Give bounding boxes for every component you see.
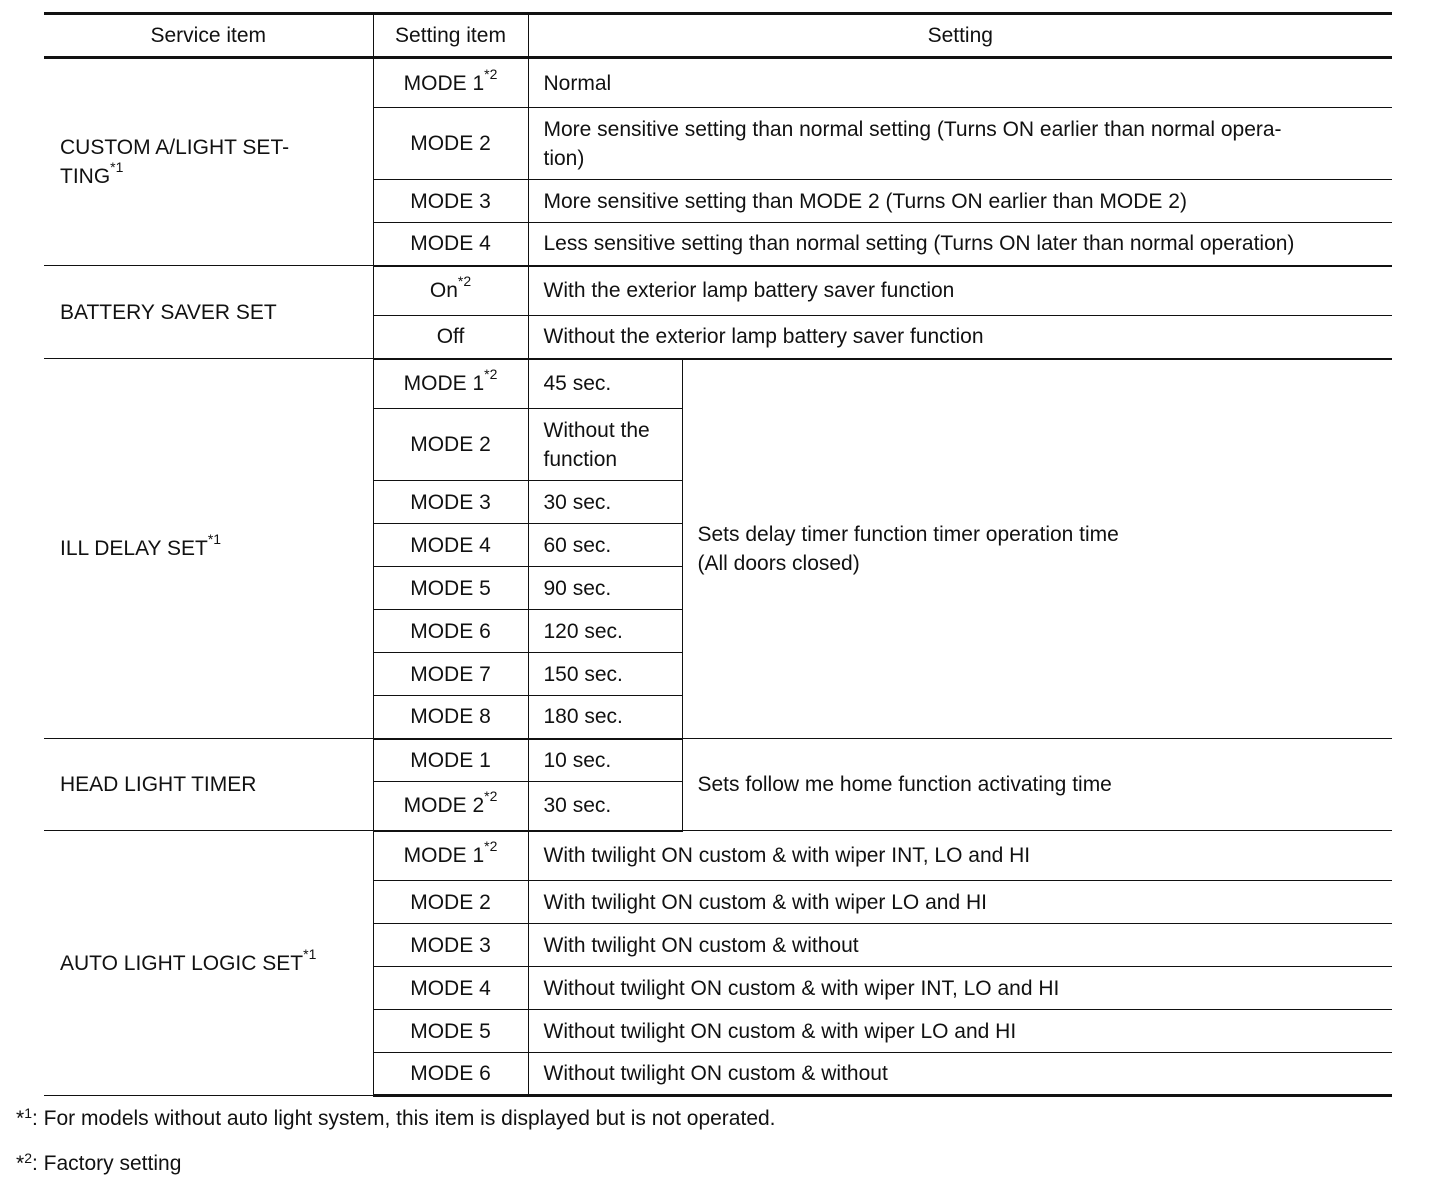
header-setting-item: Setting item <box>373 14 528 58</box>
setting-value-cell: 90 sec. <box>528 567 682 610</box>
setting-item-cell: MODE 6 <box>373 1053 528 1096</box>
setting-value-cell: 30 sec. <box>528 481 682 524</box>
footnote-ref: *2 <box>484 366 498 383</box>
footnote-ref: *2 <box>484 838 498 855</box>
footnote-text: : For models without auto light system, this item is displayed but is not operated. <box>31 1107 776 1130</box>
setting-value-cell: 30 sec. <box>528 782 682 831</box>
setting-item-cell: MODE 6 <box>373 610 528 653</box>
setting-cell: Without twilight ON custom & without <box>528 1053 1392 1096</box>
service-item-auto-light-logic: AUTO LIGHT LOGIC SET$^{*1}$ <box>44 831 373 1096</box>
setting-item-cell: MODE 1$^{*2}$ <box>373 359 528 409</box>
table-row <box>44 739 1392 782</box>
table-row <box>44 831 1392 881</box>
setting-value-cell: 60 sec. <box>528 524 682 567</box>
footnote-1 <box>16 1104 776 1135</box>
setting-item-cell: Off <box>373 316 528 359</box>
footnote-ref: *2 <box>484 65 498 82</box>
ill-delay-description: Sets delay timer function timer operation time (All doors closed) <box>682 359 1392 739</box>
setting-item-cell: MODE 1 <box>373 739 528 782</box>
setting-item-cell: MODE 7 <box>373 653 528 696</box>
setting-item-cell: MODE 4 <box>373 223 528 266</box>
footnote-ref: *2 <box>484 788 498 805</box>
setting-item-cell: MODE 8 <box>373 696 528 739</box>
service-item-ill-delay: ILL DELAY SET$^{*1}$ <box>44 359 373 739</box>
footnote-mark-number: 2 <box>24 1150 32 1166</box>
footnote-ref: *1 <box>303 945 317 962</box>
service-item-name-line: TING <box>60 165 111 188</box>
setting-cell: With twilight ON custom & with wiper INT, LO and HI <box>528 831 1392 881</box>
setting-value-cell: 120 sec. <box>528 610 682 653</box>
setting-cell: More sensitive setting than MODE 2 (Turns ON earlier than MODE 2) <box>528 180 1392 223</box>
footnote-ref: *1 <box>110 159 124 175</box>
header-service-item: Service item <box>44 14 373 58</box>
footnote-mark-number: 1 <box>24 1105 32 1121</box>
setting-item-cell: MODE 2 <box>373 108 528 180</box>
setting-item-cell: MODE 2 <box>373 881 528 924</box>
setting-cell: Without twilight ON custom & with wiper INT, LO and HI <box>528 967 1392 1010</box>
header-setting: Setting <box>528 14 1392 58</box>
setting-value-cell: 180 sec. <box>528 696 682 739</box>
setting-item-cell: MODE 3 <box>373 481 528 524</box>
setting-value-cell: 150 sec. <box>528 653 682 696</box>
table-row <box>44 58 1392 108</box>
table-row <box>44 359 1392 409</box>
setting-value-cell: 45 sec. <box>528 359 682 409</box>
setting-value-cell: Without the function <box>528 409 682 481</box>
setting-item-cell: MODE 1$^{*2}$ <box>373 831 528 881</box>
footnote-2 <box>16 1149 776 1180</box>
service-item-head-light-timer: HEAD LIGHT TIMER <box>44 739 373 831</box>
setting-cell: Without the exterior lamp battery saver function <box>528 316 1392 359</box>
setting-item-cell: MODE 3 <box>373 180 528 223</box>
footnote-mark: * <box>16 1107 25 1130</box>
setting-cell: With twilight ON custom & with wiper LO and HI <box>528 881 1392 924</box>
footnote-ref: *1 <box>207 531 222 547</box>
service-item-battery-saver: BATTERY SAVER SET <box>44 266 373 359</box>
setting-item-cell: MODE 3 <box>373 924 528 967</box>
setting-cell: Normal <box>528 58 1392 108</box>
table-row <box>44 266 1392 316</box>
setting-item-cell: MODE 4 <box>373 524 528 567</box>
setting-item-cell: MODE 2$^{*2}$ <box>373 782 528 831</box>
setting-cell: More sensitive setting than normal setting (Turns ON earlier than normal opera- tion) <box>528 108 1392 180</box>
setting-cell: Without twilight ON custom & with wiper LO and HI <box>528 1010 1392 1053</box>
setting-cell: With the exterior lamp battery saver function <box>528 266 1392 316</box>
setting-item-cell: MODE 5 <box>373 1010 528 1053</box>
service-settings-table <box>44 12 1392 1097</box>
setting-item-cell: MODE 2 <box>373 409 528 481</box>
setting-value-cell: 10 sec. <box>528 739 682 782</box>
setting-item-cell: MODE 1$^{*2}$ <box>373 58 528 108</box>
setting-item-cell: MODE 5 <box>373 567 528 610</box>
service-item-name-line: CUSTOM A/LIGHT SET- <box>60 136 290 159</box>
service-item-custom-alight <box>44 58 373 266</box>
head-light-timer-description: Sets follow me home function activating time <box>682 739 1392 831</box>
table-header-row <box>44 14 1392 58</box>
setting-item-cell: On$^{*2}$ <box>373 266 528 316</box>
setting-cell: With twilight ON custom & without <box>528 924 1392 967</box>
footnotes <box>16 1104 776 1194</box>
footnote-mark: * <box>16 1152 25 1175</box>
footnote-text: : Factory setting <box>31 1152 182 1175</box>
setting-item-cell: MODE 4 <box>373 967 528 1010</box>
setting-cell: Less sensitive setting than normal setting (Turns ON later than normal operation) <box>528 223 1392 266</box>
footnote-ref: *2 <box>457 273 472 290</box>
